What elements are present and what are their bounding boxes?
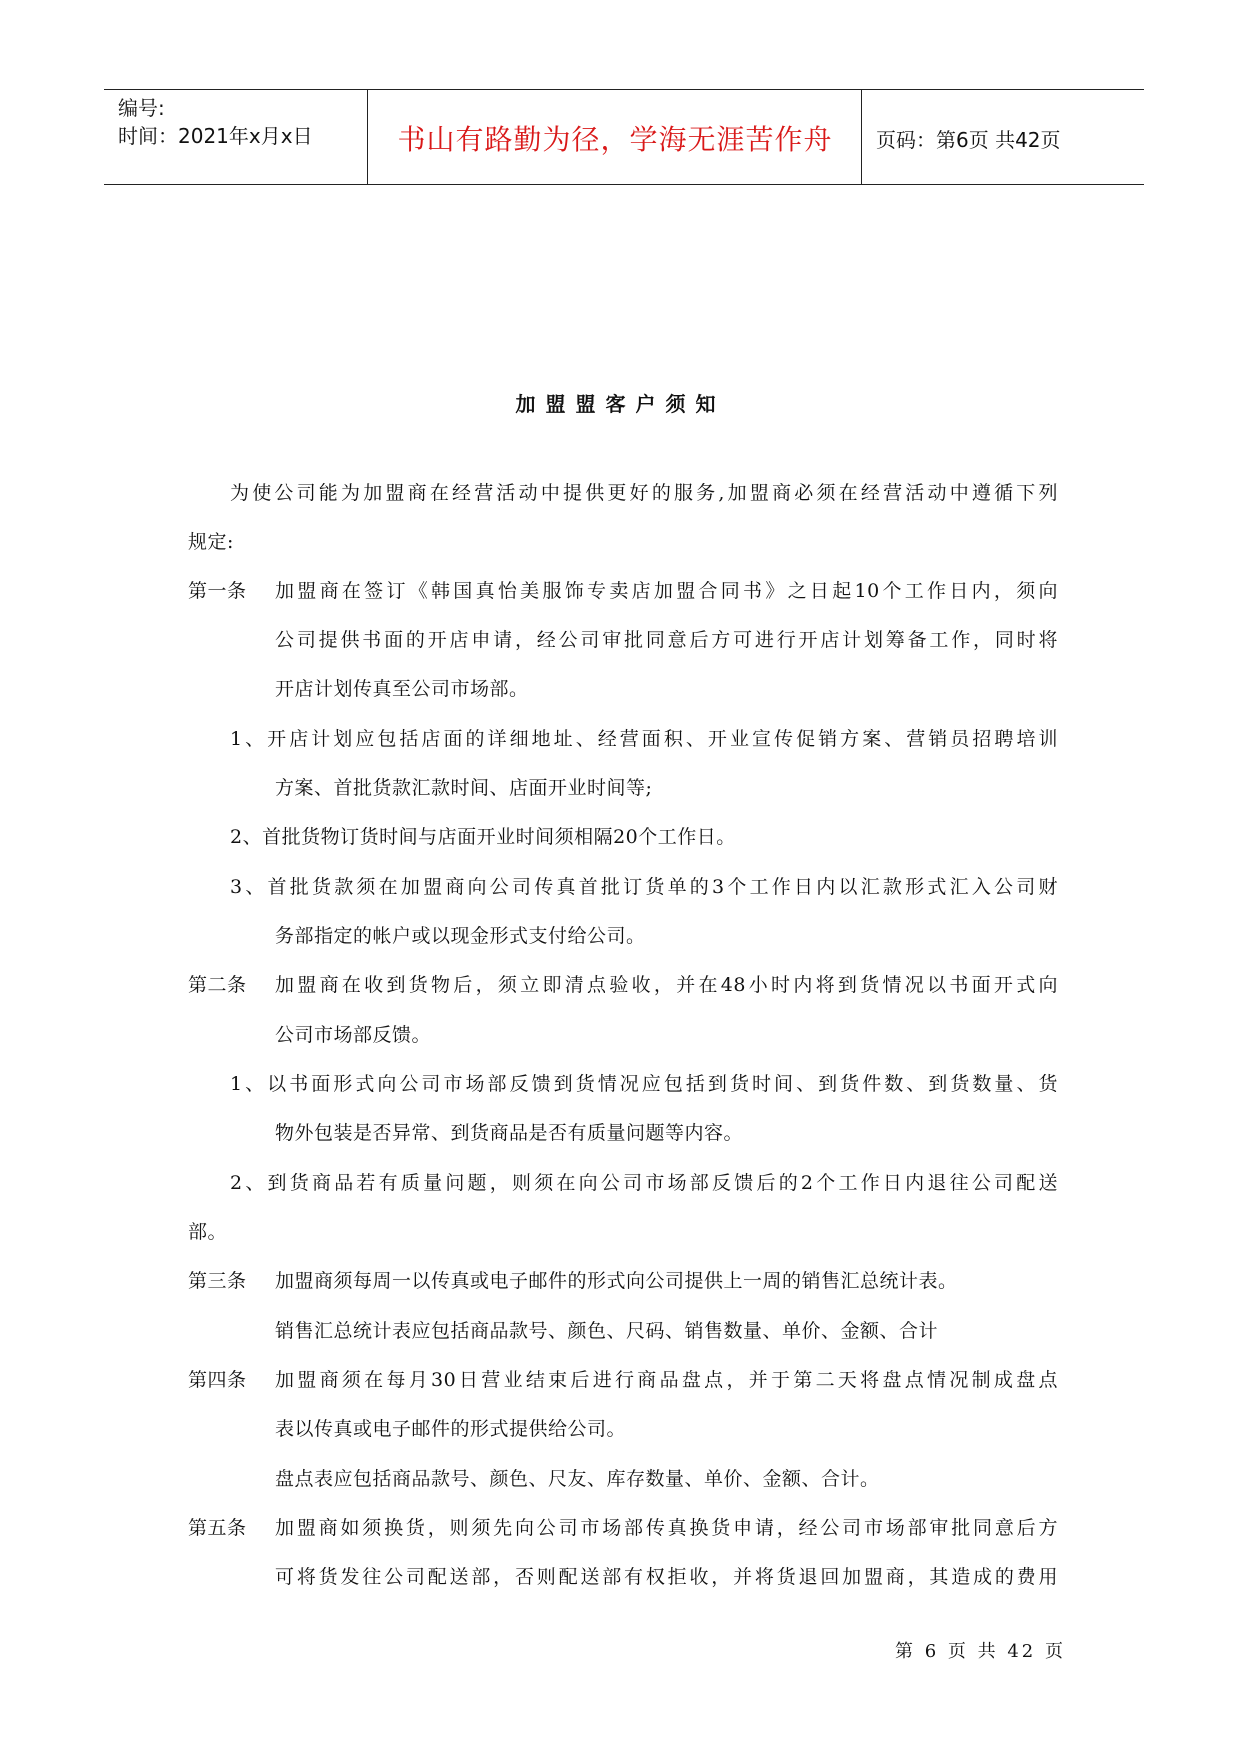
header-page-cell xyxy=(862,90,1144,184)
article-2-heading: 第二条 xyxy=(188,974,247,996)
document-title: 加盟盟客户须知 xyxy=(515,392,726,416)
article-4-heading: 第四条 xyxy=(188,1369,247,1391)
article-5-line-1: 加盟商如须换货，则须先向公司市场部传真换货申请，经公司市场部审批同意后方 xyxy=(275,1517,1058,1539)
article-2-item-2-line-1: 2、到货商品若有质量问题，则须在向公司市场部反馈后的2个工作日内退往公司配送 xyxy=(230,1172,1058,1194)
article-4-line-2: 表以传真或电子邮件的形式提供给公司。 xyxy=(275,1418,627,1440)
article-2-item-1-line-1: 1、以书面形式向公司市场部反馈到货情况应包括到货时间、到货件数、到货数量、货 xyxy=(230,1073,1058,1095)
article-1-item-3-line-2: 务部指定的帐户或以现金形式支付给公司。 xyxy=(275,925,646,947)
article-4-line-3: 盘点表应包括商品款号、颜色、尺友、库存数量、单价、金额、合计。 xyxy=(275,1468,880,1490)
article-1-item-3-line-1: 3、首批货款须在加盟商向公司传真首批订货单的3个工作日内以汇款形式汇入公司财 xyxy=(230,876,1058,898)
article-1-item-1-line-2: 方案、首批货款汇款时间、店面开业时间等; xyxy=(275,777,653,799)
header-motto: 书山有路勤为径，学海无涯苦作舟 xyxy=(397,123,833,156)
header-motto-cell xyxy=(368,90,862,184)
header-page-code: 页码：第6页 共42页 xyxy=(876,128,1061,152)
article-3-line-1: 加盟商须每周一以传真或电子邮件的形式向公司提供上一周的销售汇总统计表。 xyxy=(275,1270,958,1292)
page-footer: 第 6 页 共 42 页 xyxy=(895,1641,1066,1662)
article-5-heading: 第五条 xyxy=(188,1517,247,1539)
article-2-line-1: 加盟商在收到货物后，须立即清点验收，并在48小时内将到货情况以书面开式向 xyxy=(275,974,1058,996)
article-2-item-1-line-2: 物外包装是否异常、到货商品是否有质量问题等内容。 xyxy=(275,1122,744,1144)
article-1-item-2: 2、首批货物订货时间与店面开业时间须相隔20个工作日。 xyxy=(230,826,736,848)
article-2-item-2-line-2: 部。 xyxy=(188,1221,228,1243)
article-1-line-1: 加盟商在签订《韩国真怡美服饰专卖店加盟合同书》之日起10个工作日内，须向 xyxy=(275,580,1058,602)
article-4-line-1: 加盟商须在每月30日营业结束后进行商品盘点，并于第二天将盘点情况制成盘点 xyxy=(275,1369,1058,1391)
header-info-cell xyxy=(104,90,368,184)
document-number-label: 编号: xyxy=(118,96,165,120)
article-3-heading: 第三条 xyxy=(188,1270,247,1292)
article-1-heading: 第一条 xyxy=(188,580,247,602)
article-1-line-3: 开店计划传真至公司市场部。 xyxy=(275,678,529,700)
article-5-line-2: 可将货发往公司配送部，否则配送部有权拒收，并将货退回加盟商，其造成的费用 xyxy=(275,1566,1058,1588)
intro-line-1: 为使公司能为加盟商在经营活动中提供更好的服务,加盟商必须在经营活动中遵循下列 xyxy=(230,482,1058,504)
document-time-label: 时间：2021年x月x日 xyxy=(118,124,313,148)
article-1-line-2: 公司提供书面的开店申请，经公司审批同意后方可进行开店计划筹备工作，同时将 xyxy=(275,629,1058,651)
document-header xyxy=(104,89,1144,185)
article-1-item-1-line-1: 1、开店计划应包括店面的详细地址、经营面积、开业宣传促销方案、营销员招聘培训 xyxy=(230,728,1058,750)
intro-line-2: 规定: xyxy=(188,531,234,553)
article-2-line-2: 公司市场部反馈。 xyxy=(275,1024,432,1046)
article-3-line-2: 销售汇总统计表应包括商品款号、颜色、尺码、销售数量、单价、金额、合计 xyxy=(275,1320,939,1342)
